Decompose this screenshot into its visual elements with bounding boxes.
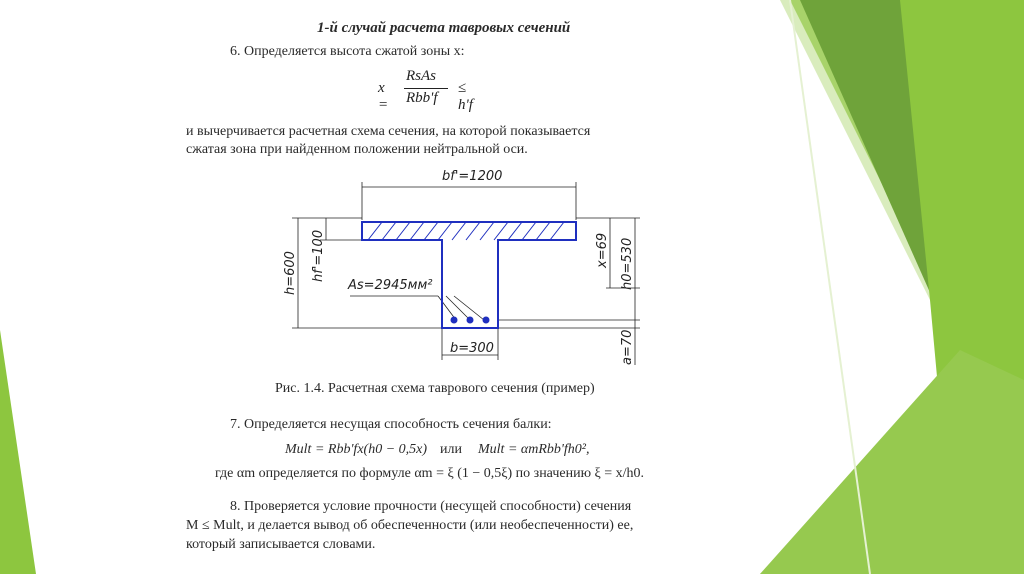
formula-x-bar xyxy=(404,88,448,89)
para1-line2: сжатая зона при найденном положении нейтральной оси. xyxy=(186,142,528,157)
label-hf: hf'=100 xyxy=(311,229,326,282)
label-b: b=300 xyxy=(450,341,494,356)
step8-line3: который записывается словами. xyxy=(186,537,376,552)
formula-mult-1: Mult = Rbb'fx(h0 − 0,5x) xyxy=(285,442,428,457)
step8-line2: M ≤ Mult, и делается вывод об обеспеченности (или необеспеченности) ее, xyxy=(186,518,634,533)
step8-line1: 8. Проверяется условие прочности (несущей способности) сечения xyxy=(230,499,632,514)
formula-mult-2: Mult = αmRbb'fh0², xyxy=(478,442,590,457)
slide-title: 1-й случай расчета тавровых сечений xyxy=(317,20,571,36)
label-h: h=600 xyxy=(283,251,298,295)
formula-x-lhs: x = xyxy=(378,80,389,113)
label-x: x=69 xyxy=(595,232,610,268)
right-green-bottom xyxy=(760,350,1024,574)
label-bf: bf'=1200 xyxy=(442,169,503,184)
step6-text: 6. Определяется высота сжатой зоны x: xyxy=(230,44,465,59)
rebar-3 xyxy=(483,317,490,324)
where-line: где αm определяется по формуле αm = ξ (1 − 0,5ξ) по значению ξ = x/h0. xyxy=(215,466,645,481)
as-leader-1 xyxy=(438,296,456,320)
para1-line1: и вычерчивается расчетная схема сечения, на которой показывается xyxy=(186,124,591,139)
label-as: As=2945мм² xyxy=(348,278,433,293)
formula-or: или xyxy=(440,442,462,457)
rebar-1 xyxy=(451,317,458,324)
label-h0: h0=530 xyxy=(620,237,635,290)
rebar-2 xyxy=(467,317,474,324)
tee-outline xyxy=(362,222,576,328)
left-green-stripe xyxy=(0,330,36,574)
formula-x-den: Rbb'f xyxy=(406,90,438,106)
tee-section-diagram xyxy=(270,160,660,375)
formula-x-num: RsAs xyxy=(406,68,436,84)
step7-text: 7. Определяется несущая способность сечения балки: xyxy=(230,417,552,432)
compressed-zone-hatch xyxy=(368,222,564,240)
formula-x-rhs: ≤ h'f xyxy=(458,80,473,113)
figure-caption: Рис. 1.4. Расчетная схема таврового сечения (пример) xyxy=(275,381,595,396)
label-a: a=70 xyxy=(620,329,635,365)
